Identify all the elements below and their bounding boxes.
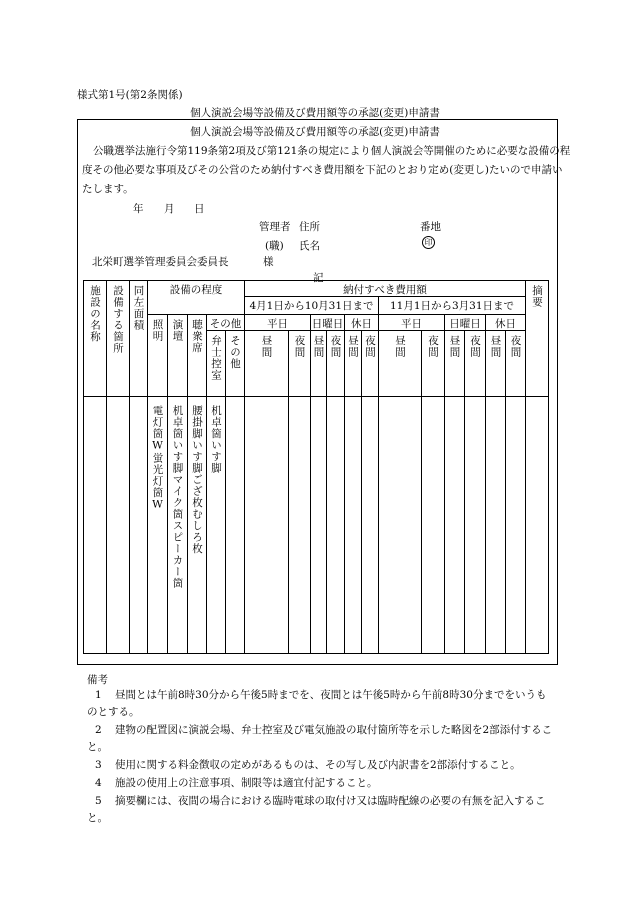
- fee-cell[interactable]: [311, 397, 327, 654]
- daytime-header: 昼間: [345, 331, 362, 397]
- fee-cell[interactable]: [362, 397, 379, 654]
- daytime-header: 昼間: [486, 331, 506, 397]
- fee-cell[interactable]: [379, 397, 422, 654]
- period-1-header: 4月1日から10月31日まで: [245, 297, 379, 315]
- facility-name-cell[interactable]: [84, 397, 107, 654]
- body-line-2: 度その他必要な事項及びその公営のため納付すべき費用額を下記のとおり定め(変更し)たいので申請い: [82, 164, 563, 176]
- note-3: 3 使用に関する料金徴収の定めがあるものは、その写し及び内訳書を2部添付すること。: [95, 759, 521, 771]
- fee-cell[interactable]: [345, 397, 362, 654]
- audience-cell[interactable]: 腰掛脚いす脚ござ枚むしろ枚: [188, 397, 207, 654]
- outer-title: 個人演説会場等設備及び費用額等の承認(変更)申請書: [190, 107, 440, 119]
- other-header: その他: [207, 315, 245, 331]
- note-2: 2 建物の配置図に演説会場、弁士控室及び電気施設の取付箇所等を示した略図を2部添付すること。: [87, 724, 553, 753]
- podium-header: 演壇: [168, 315, 188, 397]
- holiday-header-2: 休日: [486, 315, 526, 331]
- note-5: 5 摘要欄には、夜間の場合における臨時電球の取付け又は臨時配線の必要の有無を記入すること。: [87, 795, 546, 824]
- audience-header: 聴衆席: [188, 315, 207, 397]
- lot-label: 番地: [420, 221, 441, 233]
- form-number: 様式第1号(第2条関係): [77, 89, 183, 101]
- fee-cell[interactable]: [445, 397, 465, 654]
- notes-title: 備考: [87, 674, 108, 686]
- note-4: 4 施設の使用上の注意事項、制限等は適宜付記すること。: [95, 777, 378, 789]
- daytime-header: 昼間: [311, 331, 327, 397]
- date-month: 月: [164, 203, 175, 215]
- inner-title: 個人演説会場等設備及び費用額等の承認(変更)申請書: [190, 126, 440, 138]
- daytime-header: 昼間: [445, 331, 465, 397]
- other-cell[interactable]: [226, 397, 245, 654]
- lawyer-room-cell[interactable]: 机卓箇いす脚: [207, 397, 226, 654]
- equipment-degree-header: 設備の程度: [148, 281, 245, 315]
- weekday-header-1: 平日: [245, 315, 311, 331]
- lighting-header: 照明: [148, 315, 168, 397]
- fee-cell[interactable]: [422, 397, 445, 654]
- night-header: 夜間: [465, 331, 486, 397]
- note-1: 1 昼間とは午前8時30分から午後5時までを、夜間とは午後5時から午前8時30分までをいうものとする。: [87, 689, 547, 718]
- body-line-3: たします。: [82, 183, 134, 195]
- position-label: (職): [265, 240, 284, 252]
- equipment-table: [83, 280, 549, 654]
- equipment-location-cell[interactable]: [107, 397, 130, 654]
- daytime-header: 昼間: [379, 331, 422, 397]
- address-label: 住所: [299, 221, 320, 233]
- fee-cell[interactable]: [465, 397, 486, 654]
- honorific: 様: [263, 256, 274, 268]
- fee-cell[interactable]: [486, 397, 506, 654]
- name-label: 氏名: [299, 240, 320, 252]
- same-area-cell[interactable]: [130, 397, 148, 654]
- date-day: 日: [194, 203, 205, 215]
- night-header: 夜間: [362, 331, 379, 397]
- date-year: 年: [133, 203, 144, 215]
- lawyer-room-header: 弁士控室: [207, 331, 226, 397]
- night-header: 夜間: [327, 331, 345, 397]
- night-header: 夜間: [289, 331, 311, 397]
- fee-cell[interactable]: [289, 397, 311, 654]
- lighting-cell[interactable]: 電灯箇W蛍光灯箇W: [148, 397, 168, 654]
- body-line-1: 公職選挙法施行令第119条第2項及び第121条の規定により個人演説会等開催のために必要な設備の程: [93, 145, 571, 157]
- seal-icon: 印: [422, 236, 435, 249]
- manager-label: 管理者: [259, 221, 291, 233]
- fee-total-header: 納付すべき費用額: [245, 281, 526, 297]
- ki-label: 記: [313, 272, 324, 284]
- other2-header: その他: [226, 331, 245, 397]
- equipment-location-header: 設備する箇所: [107, 281, 130, 397]
- facility-name-header: 施設の名称: [84, 281, 107, 397]
- fee-cell[interactable]: [327, 397, 345, 654]
- holiday-header-1: 休日: [345, 315, 379, 331]
- podium-cell[interactable]: 机卓箇いす脚マイク箇スピーカー箇: [168, 397, 188, 654]
- weekday-header-2: 平日: [379, 315, 445, 331]
- remarks-header: 摘要: [526, 281, 549, 397]
- fee-cell[interactable]: [245, 397, 289, 654]
- same-area-header: 同左面積: [130, 281, 148, 397]
- addressee: 北栄町選挙管理委員会委員長: [92, 256, 229, 268]
- fee-cell[interactable]: [506, 397, 526, 654]
- night-header: 夜間: [422, 331, 445, 397]
- daytime-header: 昼間: [245, 331, 289, 397]
- period-2-header: 11月1日から3月31日まで: [379, 297, 526, 315]
- sunday-header-1: 日曜日: [311, 315, 345, 331]
- remarks-cell[interactable]: [526, 397, 549, 654]
- night-header: 夜間: [506, 331, 526, 397]
- sunday-header-2: 日曜日: [445, 315, 486, 331]
